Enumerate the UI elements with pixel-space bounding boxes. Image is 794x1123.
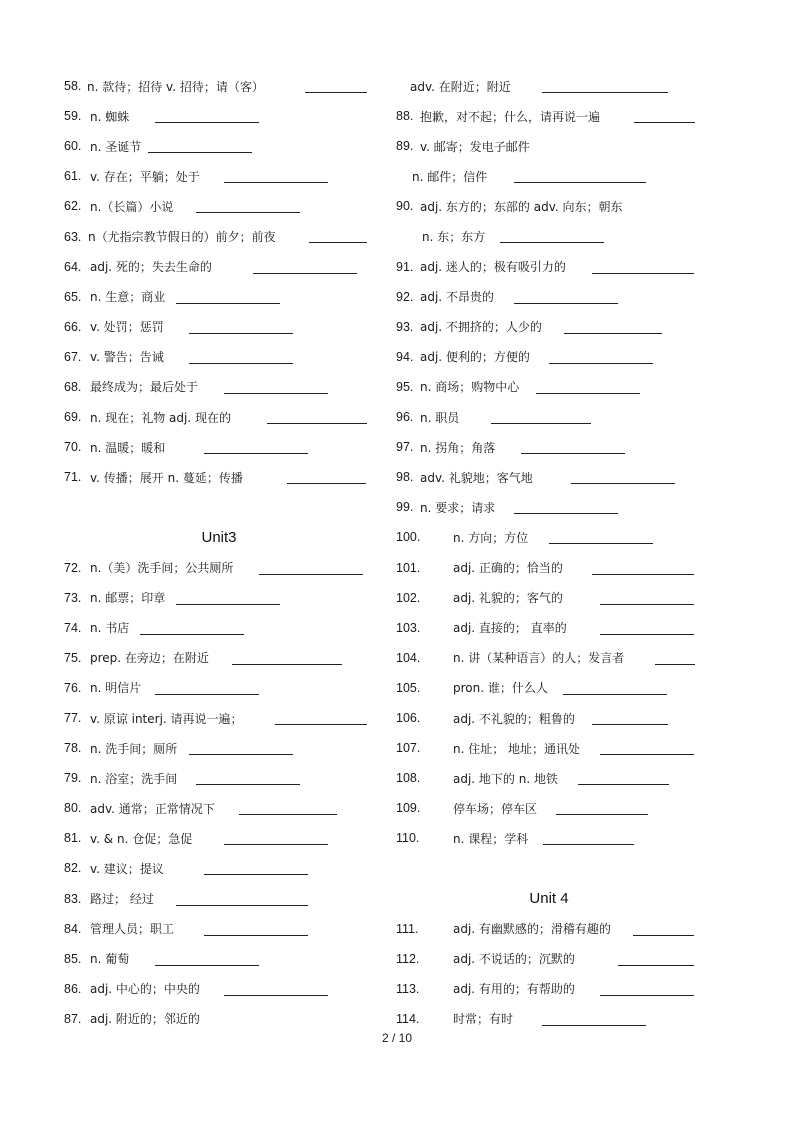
answer-blank[interactable] xyxy=(542,92,668,93)
entry-definition: n. 现在；礼物 adj. 现在的 xyxy=(90,410,231,425)
entry-number: 87. xyxy=(64,1011,82,1026)
entry-definition: 管理人员；职工 xyxy=(90,922,175,937)
vocabulary-entry xyxy=(396,462,702,492)
vocabulary-entry xyxy=(64,312,374,342)
vocabulary-entry xyxy=(396,793,702,823)
entry-number: 91. xyxy=(396,259,414,274)
entry-number: 60. xyxy=(64,139,82,154)
entry-definition: v. 存在；平躺；处于 xyxy=(90,169,200,184)
entry-definition: prep. 在旁边；在附近 xyxy=(90,651,209,666)
vocabulary-entry xyxy=(396,944,702,974)
answer-blank[interactable] xyxy=(549,543,653,544)
answer-blank[interactable] xyxy=(543,844,634,845)
entry-definition: n. 课程；学科 xyxy=(453,831,529,846)
answer-blank[interactable] xyxy=(232,664,342,665)
vocabulary-entry xyxy=(396,161,702,191)
answer-blank[interactable] xyxy=(204,453,308,454)
entry-definition: adv. 通常；正常情况下 xyxy=(90,801,215,816)
entry-number: 98. xyxy=(396,470,414,485)
page-number: 2 / 10 xyxy=(381,1031,413,1045)
answer-blank[interactable] xyxy=(224,995,328,996)
answer-blank[interactable] xyxy=(204,874,308,875)
vocabulary-entry xyxy=(64,884,374,914)
entry-number: 105. xyxy=(396,680,421,695)
vocabulary-entry xyxy=(396,432,702,462)
answer-blank[interactable] xyxy=(564,333,662,334)
answer-blank[interactable] xyxy=(514,513,618,514)
vocabulary-entry xyxy=(64,613,374,643)
entry-number: 68. xyxy=(64,379,82,394)
answer-blank[interactable] xyxy=(563,694,667,695)
answer-blank[interactable] xyxy=(618,965,694,966)
entry-number: 102. xyxy=(396,590,421,605)
vocabulary-entry xyxy=(396,342,702,372)
answer-blank[interactable] xyxy=(196,784,300,785)
vocabulary-entry xyxy=(64,131,374,161)
vocabulary-entry xyxy=(396,643,702,673)
answer-blank[interactable] xyxy=(592,273,694,274)
vocabulary-entry xyxy=(396,191,702,221)
entry-definition: adj. 礼貌的；客气的 xyxy=(453,591,563,606)
entry-definition: v. 原谅 interj. 请再说一遍； xyxy=(90,711,243,726)
answer-blank[interactable] xyxy=(634,122,695,123)
vocabulary-entry xyxy=(64,462,374,492)
entry-number: 83. xyxy=(64,891,82,906)
entry-definition: 抱歉，对不起；什么，请再说一遍 xyxy=(420,109,601,124)
entry-number: 71. xyxy=(64,470,82,485)
entry-number: 77. xyxy=(64,711,82,726)
answer-blank[interactable] xyxy=(600,754,694,755)
vocabulary-entry xyxy=(64,853,374,883)
entry-number: 70. xyxy=(64,440,82,455)
vocabulary-entry xyxy=(64,914,374,944)
vocabulary-entry xyxy=(64,793,374,823)
entry-number: 90. xyxy=(396,199,414,214)
entry-definition: n.（长篇）小说 xyxy=(90,199,174,214)
vocabulary-entry xyxy=(64,944,374,974)
entry-number: 74. xyxy=(64,620,82,635)
entry-definition: v. 传播；展开 n. 蔓延；传播 xyxy=(90,470,243,485)
answer-blank[interactable] xyxy=(155,122,259,123)
vocabulary-entry xyxy=(396,372,702,402)
entry-number: 78. xyxy=(64,741,82,756)
entry-definition: adj. 便利的；方便的 xyxy=(420,350,530,365)
answer-blank[interactable] xyxy=(305,92,367,93)
answer-blank[interactable] xyxy=(253,273,357,274)
vocabulary-entry xyxy=(396,522,702,552)
answer-blank[interactable] xyxy=(600,995,694,996)
answer-blank[interactable] xyxy=(155,694,259,695)
answer-blank[interactable] xyxy=(224,182,328,183)
vocabulary-entry xyxy=(64,161,374,191)
entry-number: 111. xyxy=(396,921,419,936)
entry-number: 58. xyxy=(64,79,82,94)
entry-definition: n. 温暖；暖和 xyxy=(90,440,166,455)
entry-number: 81. xyxy=(64,831,82,846)
vocabulary-entry xyxy=(64,643,374,673)
vocabulary-entry xyxy=(396,402,702,432)
answer-blank[interactable] xyxy=(542,1025,646,1026)
answer-blank[interactable] xyxy=(176,604,280,605)
vocabulary-entry xyxy=(64,823,374,853)
answer-blank[interactable] xyxy=(224,844,328,845)
answer-blank[interactable] xyxy=(309,242,367,243)
entry-definition: n. 浴室；洗手间 xyxy=(90,771,178,786)
entry-number: 112. xyxy=(396,951,420,966)
entry-definition: v. 处罚；惩罚 xyxy=(90,320,164,335)
vocabulary-entry xyxy=(396,492,702,522)
entry-definition: adj. 地下的 n. 地铁 xyxy=(453,771,558,786)
entry-number: 61. xyxy=(64,169,82,184)
right-vocabulary-column xyxy=(396,71,702,1034)
vocabulary-entry xyxy=(64,282,374,312)
entry-number: 59. xyxy=(64,109,82,124)
vocabulary-entry xyxy=(396,101,702,131)
entry-number: 114. xyxy=(396,1011,420,1026)
vocabulary-entry xyxy=(396,974,702,1004)
entry-definition: adj. 有用的；有帮助的 xyxy=(453,982,575,997)
entry-number: 95. xyxy=(396,379,414,394)
entry-definition: n. 葡萄 xyxy=(90,952,130,967)
entry-definition: 路过； 经过 xyxy=(90,892,154,907)
vocabulary-entry xyxy=(396,733,702,763)
vocabulary-entry xyxy=(64,71,374,101)
vocabulary-entry xyxy=(396,131,702,161)
entry-number: 100. xyxy=(396,530,421,545)
answer-blank[interactable] xyxy=(500,242,604,243)
vocabulary-entry xyxy=(64,733,374,763)
answer-blank[interactable] xyxy=(259,574,363,575)
section-spacer xyxy=(396,853,702,883)
answer-blank[interactable] xyxy=(176,905,308,906)
answer-blank[interactable] xyxy=(592,574,694,575)
answer-blank[interactable] xyxy=(189,333,293,334)
entry-number: 62. xyxy=(64,199,82,214)
vocabulary-entry xyxy=(396,583,702,613)
entry-number: 106. xyxy=(396,711,421,726)
vocabulary-entry xyxy=(64,432,374,462)
entry-definition: n. 生意；商业 xyxy=(90,290,166,305)
vocabulary-entry xyxy=(64,191,374,221)
vocabulary-entry xyxy=(64,1004,374,1034)
entry-number: 103. xyxy=(396,620,421,635)
unit-heading: Unit 4 xyxy=(529,890,569,908)
answer-blank[interactable] xyxy=(239,814,337,815)
vocabulary-entry xyxy=(64,372,374,402)
entry-definition: adj. 附近的；邻近的 xyxy=(90,1012,200,1027)
entry-number: 76. xyxy=(64,680,82,695)
left-vocabulary-column xyxy=(64,71,374,1034)
vocabulary-entry xyxy=(396,221,702,251)
entry-definition: n. 讲（某种语言）的人；发言者 xyxy=(453,651,625,666)
answer-blank[interactable] xyxy=(655,664,695,665)
answer-blank[interactable] xyxy=(514,303,618,304)
entry-number: 99. xyxy=(396,500,414,515)
entry-definition: 停车场；停车区 xyxy=(453,801,538,816)
entry-number: 72. xyxy=(64,560,82,575)
vocabulary-entry xyxy=(64,553,374,583)
entry-number: 93. xyxy=(396,319,414,334)
entry-number: 88. xyxy=(396,109,414,124)
section-spacer xyxy=(64,492,374,522)
answer-blank[interactable] xyxy=(491,423,591,424)
vocabulary-entry xyxy=(396,71,702,101)
answer-blank[interactable] xyxy=(514,182,646,183)
vocabulary-entry xyxy=(64,342,374,372)
answer-blank[interactable] xyxy=(536,393,640,394)
answer-blank[interactable] xyxy=(267,423,367,424)
entry-number: 86. xyxy=(64,981,82,996)
entry-number: 101. xyxy=(396,560,421,575)
vocabulary-entry xyxy=(64,673,374,703)
entry-number: 65. xyxy=(64,289,82,304)
vocabulary-entry xyxy=(396,823,702,853)
entry-definition: adj. 迷人的；极有吸引力的 xyxy=(420,260,566,275)
entry-definition: n. 洗手间；厕所 xyxy=(90,741,178,756)
entry-definition: adv. 礼貌地；客气地 xyxy=(420,470,533,485)
entry-number: 79. xyxy=(64,771,82,786)
vocabulary-entry xyxy=(396,703,702,733)
entry-definition: n. 蜘蛛 xyxy=(90,109,130,124)
vocabulary-entry xyxy=(64,703,374,733)
answer-blank[interactable] xyxy=(521,453,625,454)
entry-number: 107. xyxy=(396,741,421,756)
entry-definition: n. 拐角；角落 xyxy=(420,440,496,455)
entry-number: 73. xyxy=(64,590,82,605)
vocabulary-entry xyxy=(64,221,374,251)
answer-blank[interactable] xyxy=(592,724,668,725)
entry-definition: v. 邮寄；发电子邮件 xyxy=(420,139,530,154)
entry-number: 75. xyxy=(64,650,82,665)
entry-number: 63. xyxy=(64,229,82,244)
entry-definition: n. 商场；购物中心 xyxy=(420,380,520,395)
entry-number: 67. xyxy=(64,349,82,364)
entry-number: 64. xyxy=(64,259,82,274)
entry-number: 69. xyxy=(64,410,82,425)
answer-blank[interactable] xyxy=(556,814,648,815)
entry-definition: pron. 谁；什么人 xyxy=(453,681,548,696)
vocabulary-entry xyxy=(64,583,374,613)
vocabulary-entry xyxy=(396,282,702,312)
entry-number: 66. xyxy=(64,319,82,334)
entry-number: 80. xyxy=(64,801,82,816)
answer-blank[interactable] xyxy=(204,935,308,936)
entry-definition: n. 方向；方位 xyxy=(453,530,529,545)
answer-blank[interactable] xyxy=(148,152,252,153)
entry-definition: 时常；有时 xyxy=(453,1012,514,1027)
vocabulary-entry xyxy=(396,553,702,583)
vocabulary-entry xyxy=(64,974,374,1004)
entry-definition: adj. 直接的； 直率的 xyxy=(453,621,567,636)
entry-definition: 最终成为；最后处于 xyxy=(90,380,199,395)
entry-definition: v. 警告；告诫 xyxy=(90,350,164,365)
entry-definition: n. 东；东方 xyxy=(422,230,486,245)
entry-definition: n. 款待；招待 v. 招待；请（客） xyxy=(87,79,264,94)
entry-definition: n. 邮票；印章 xyxy=(90,591,166,606)
answer-blank[interactable] xyxy=(275,724,367,725)
vocabulary-entry xyxy=(396,1004,702,1034)
entry-number: 113. xyxy=(396,981,420,996)
answer-blank[interactable] xyxy=(140,634,244,635)
entry-number: 89. xyxy=(396,139,414,154)
entry-definition: n（尤指宗教节假日的）前夕；前夜 xyxy=(88,230,276,245)
entry-definition: n.（美）洗手间；公共厕所 xyxy=(90,561,234,576)
entry-definition: adj. 不昂贵的 xyxy=(420,290,494,305)
answer-blank[interactable] xyxy=(155,965,259,966)
answer-blank[interactable] xyxy=(549,363,653,364)
entry-number: 109. xyxy=(396,801,421,816)
vocabulary-entry xyxy=(396,763,702,793)
entry-number: 85. xyxy=(64,951,82,966)
unit-heading: Unit3 xyxy=(201,528,237,546)
answer-blank[interactable] xyxy=(189,754,293,755)
entry-number: 82. xyxy=(64,861,82,876)
answer-blank[interactable] xyxy=(600,604,694,605)
vocabulary-entry xyxy=(396,613,702,643)
entry-definition: adj. 死的；失去生命的 xyxy=(90,260,212,275)
answer-blank[interactable] xyxy=(189,363,293,364)
entry-definition: adj. 东方的；东部的 adv. 向东；朝东 xyxy=(420,199,623,214)
entry-definition: v. & n. 仓促；急促 xyxy=(90,831,193,846)
entry-definition: v. 建议；提议 xyxy=(90,861,164,876)
answer-blank[interactable] xyxy=(633,935,694,936)
entry-definition: n. 要求；请求 xyxy=(420,500,496,515)
entry-definition: adj. 不拥挤的；人少的 xyxy=(420,320,542,335)
entry-number: 108. xyxy=(396,771,421,786)
vocabulary-entry xyxy=(64,252,374,282)
entry-number: 92. xyxy=(396,289,414,304)
answer-blank[interactable] xyxy=(571,483,675,484)
vocabulary-entry xyxy=(64,763,374,793)
answer-blank[interactable] xyxy=(196,212,300,213)
answer-blank[interactable] xyxy=(578,784,669,785)
entry-number: 94. xyxy=(396,349,414,364)
entry-definition: n. 职员 xyxy=(420,410,460,425)
entry-definition: n. 书店 xyxy=(90,621,130,636)
entry-definition: n. 圣诞节 xyxy=(90,139,142,154)
answer-blank[interactable] xyxy=(176,303,280,304)
answer-blank[interactable] xyxy=(224,393,328,394)
entry-definition: n. 住址； 地址；通讯处 xyxy=(453,741,581,756)
vocabulary-entry xyxy=(64,402,374,432)
entry-number: 104. xyxy=(396,650,421,665)
entry-definition: n. 明信片 xyxy=(90,681,142,696)
entry-definition: adj. 不说话的；沉默的 xyxy=(453,952,575,967)
entry-definition: adj. 中心的；中央的 xyxy=(90,982,200,997)
entry-number: 110. xyxy=(396,831,420,846)
vocabulary-entry xyxy=(396,673,702,703)
entry-number: 96. xyxy=(396,410,414,425)
entry-definition: n. 邮件；信件 xyxy=(412,169,488,184)
vocabulary-entry xyxy=(396,312,702,342)
answer-blank[interactable] xyxy=(287,483,366,484)
answer-blank[interactable] xyxy=(600,634,694,635)
entry-definition: adv. 在附近；附近 xyxy=(410,79,511,94)
entry-number: 84. xyxy=(64,921,82,936)
vocabulary-entry xyxy=(396,252,702,282)
entry-number: 97. xyxy=(396,440,414,455)
entry-definition: adj. 不礼貌的；粗鲁的 xyxy=(453,711,575,726)
vocabulary-entry xyxy=(396,914,702,944)
entry-definition: adj. 有幽默感的；滑稽有趣的 xyxy=(453,922,611,937)
entry-definition: adj. 正确的；恰当的 xyxy=(453,561,563,576)
vocabulary-entry xyxy=(64,101,374,131)
